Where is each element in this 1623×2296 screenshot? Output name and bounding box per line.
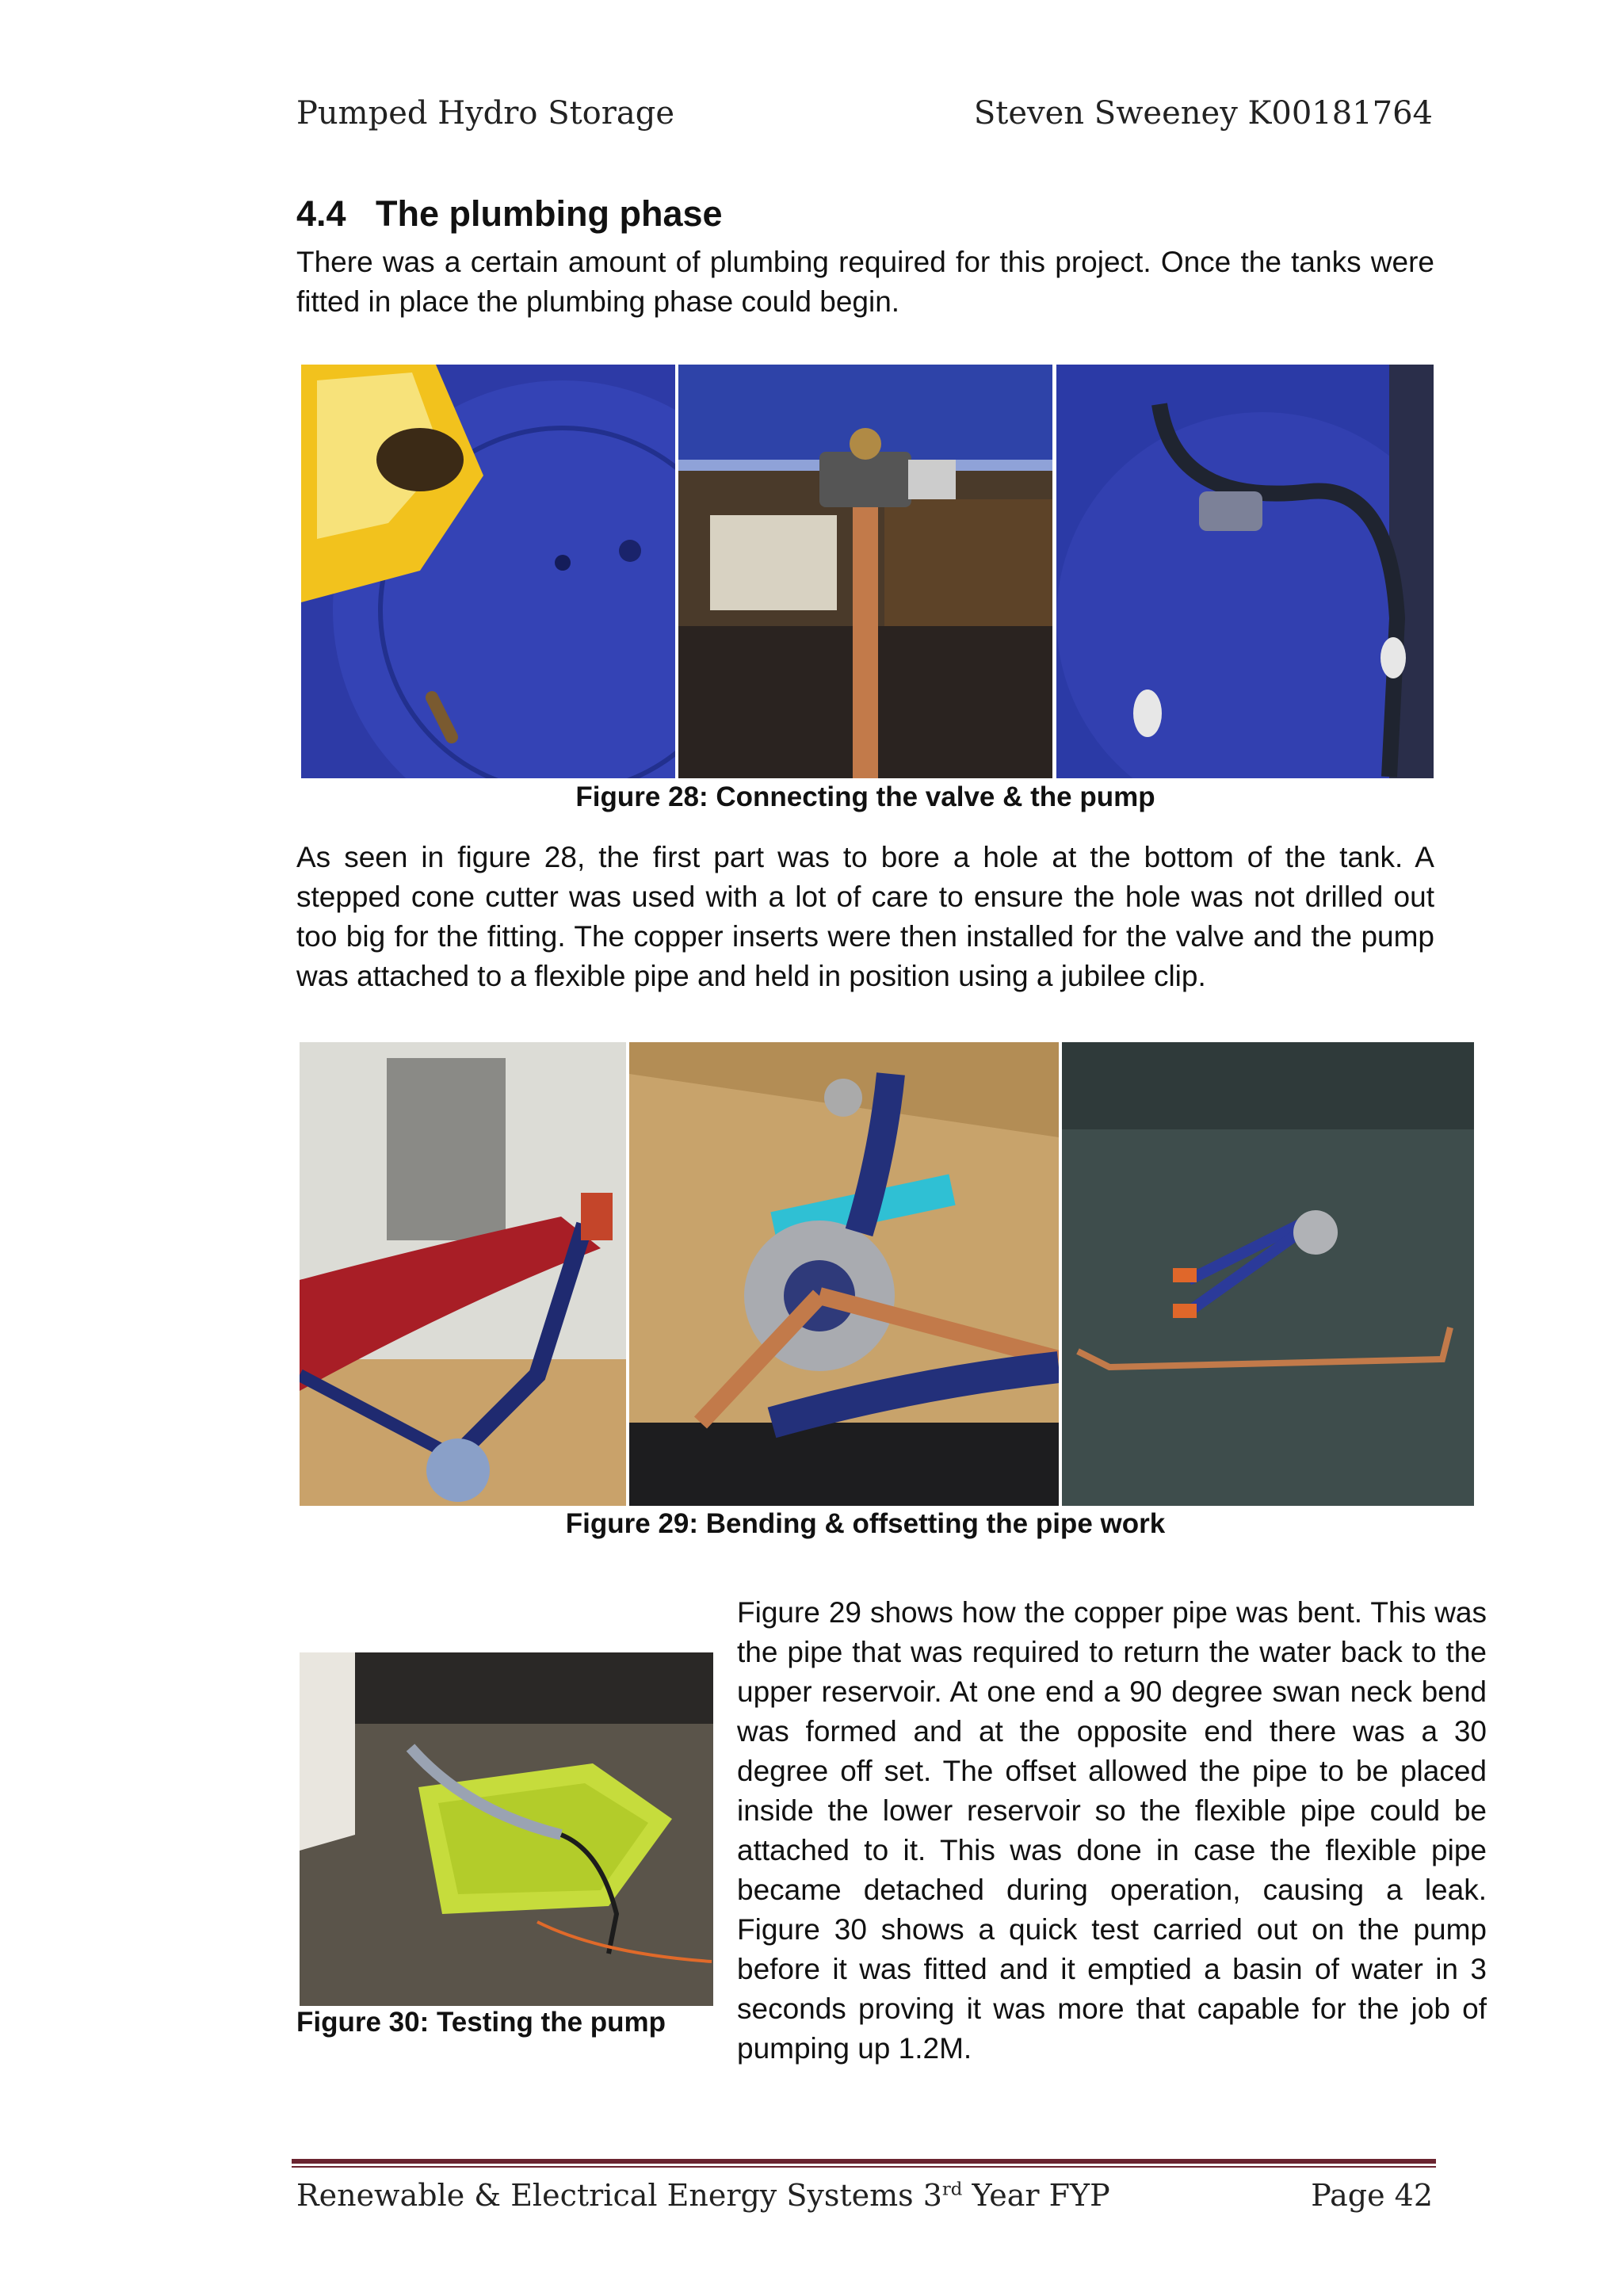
header-document-title: Pumped Hydro Storage — [296, 95, 675, 132]
figure-29-caption: Figure 29: Bending & offsetting the pipe work — [565, 1508, 1166, 1539]
fig29-photo-pipe-bender — [629, 1042, 1059, 1506]
footer-course-ordinal: rd — [941, 2179, 963, 2200]
footer-rule-thick — [292, 2159, 1436, 2164]
footer-page-number: Page 42 — [1311, 2178, 1433, 2213]
fig29-photo-bent-pipe — [1062, 1042, 1474, 1506]
section-heading — [296, 193, 723, 235]
fig28-photo-pump — [1056, 365, 1434, 778]
footer-course-title — [296, 2178, 1110, 2213]
footer-course-suffix: Year FYP — [962, 2178, 1110, 2213]
header-author: Steven Sweeney K00181764 — [973, 95, 1433, 132]
fig28-photo-tank-hole — [301, 365, 675, 778]
section-title-text: The plumbing phase — [376, 193, 723, 234]
fig30-photo-pump-test — [300, 1652, 713, 2006]
fig28-photo-valve — [678, 365, 1052, 778]
footer-course-prefix: Renewable & Electrical Energy Systems 3 — [296, 2178, 942, 2213]
figure-28-description: As seen in figure 28, the first part was to bore a hole at the bottom of the tank. A stepped cone cutter was used with a lot of care to ensure the hole was not drilled out too big for the fitting. The copper inserts were then installed for the valve and the pump was attached to a flexible pipe and held in position using a jubilee clip. — [296, 841, 1434, 992]
figure-28-caption: Figure 28: Connecting the valve & the pump — [575, 781, 1155, 812]
fig29-photo-bending — [300, 1042, 626, 1506]
intro-paragraph: There was a certain amount of plumbing required for this project. Once the tanks were fitted in place the plumbing phase could begin. — [296, 246, 1434, 318]
footer-rule-thin — [292, 2166, 1436, 2168]
figure-29-30-description: Figure 29 shows how the copper pipe was bent. This was the pipe that was required to return the water back to the upper reservoir. At one end a 90 degree swan neck bend was formed and at the opposite end there was a 30 degree off set. The offset allowed the pipe to be placed inside the lower reservoir so the flexible pipe could be attached to it. This was done in case the flexible pipe became detached during operation, causing a leak. Figure 30 shows a quick test carried out on the pump before it was fitted and it emptied a basin of water in 3 seconds proving it was more that capable for the job of pumping up 1.2M. — [737, 1596, 1487, 2065]
section-number: 4.4 — [296, 193, 346, 234]
figure-30-caption: Figure 30: Testing the pump — [296, 2007, 666, 2038]
